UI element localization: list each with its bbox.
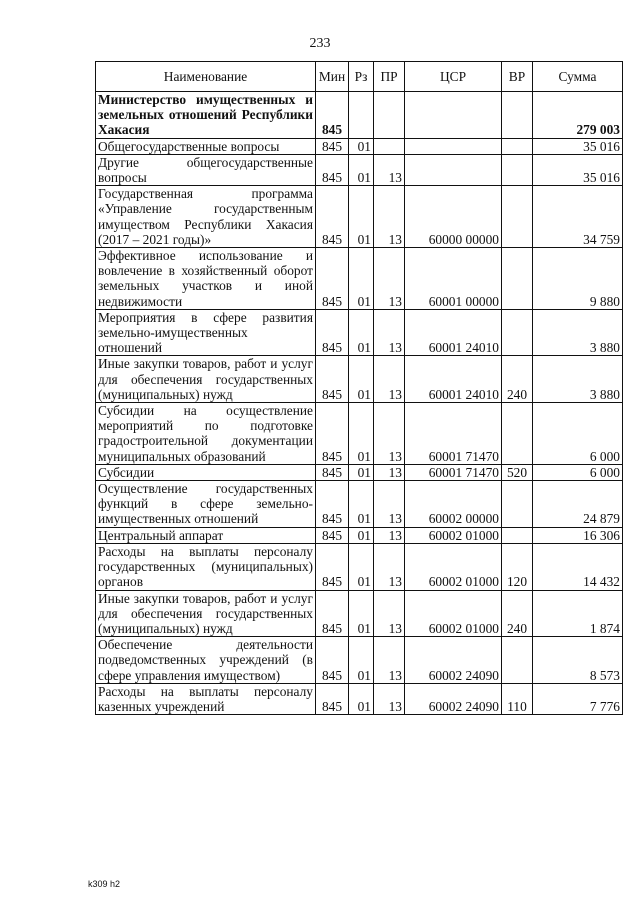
cell-name: Субсидии на осуществление мероприятий по подготовке градостроительной документации муниципальных образований [96, 403, 316, 465]
table-row [96, 186, 623, 248]
cell-name: Осуществление государственных функций в сфере земельно-имущественных отношений [96, 481, 316, 528]
cell-vr [502, 637, 533, 684]
cell-csr: 60000 00000 [405, 186, 502, 248]
cell-min: 845 [316, 637, 349, 684]
cell-vr [502, 527, 533, 543]
cell-sum: 24 879 [533, 481, 623, 528]
cell-csr [405, 92, 502, 139]
cell-rz: 01 [349, 138, 374, 154]
cell-name: Иные закупки товаров, работ и услуг для обеспечения государственных (муниципальных) нужд [96, 356, 316, 403]
cell-sum: 7 776 [533, 683, 623, 714]
cell-rz: 01 [349, 543, 374, 590]
cell-vr [502, 248, 533, 310]
cell-csr [405, 154, 502, 185]
table-header-row [96, 62, 623, 92]
cell-csr: 60002 24090 [405, 683, 502, 714]
cell-pr [374, 138, 405, 154]
cell-rz: 01 [349, 154, 374, 185]
table-row [96, 527, 623, 543]
cell-vr [502, 186, 533, 248]
cell-min: 845 [316, 186, 349, 248]
cell-rz: 01 [349, 186, 374, 248]
header-sum: Сумма [533, 62, 623, 92]
cell-min: 845 [316, 481, 349, 528]
table-row [96, 637, 623, 684]
cell-sum: 6 000 [533, 464, 623, 480]
cell-name: Министерство имущественных и земельных отношений Республики Хакасия [96, 92, 316, 139]
table-row [96, 92, 623, 139]
cell-min: 845 [316, 683, 349, 714]
cell-rz: 01 [349, 527, 374, 543]
cell-min: 845 [316, 403, 349, 465]
cell-csr: 60002 01000 [405, 527, 502, 543]
cell-name: Мероприятия в сфере развития земельно-имущественных отношений [96, 309, 316, 356]
cell-pr: 13 [374, 527, 405, 543]
cell-min: 845 [316, 527, 349, 543]
footer-code: k309 h2 [88, 879, 121, 889]
cell-rz: 01 [349, 590, 374, 637]
cell-name: Центральный аппарат [96, 527, 316, 543]
cell-sum: 279 003 [533, 92, 623, 139]
cell-pr: 13 [374, 481, 405, 528]
cell-pr: 13 [374, 356, 405, 403]
cell-sum: 9 880 [533, 248, 623, 310]
cell-pr: 13 [374, 637, 405, 684]
cell-csr: 60002 01000 [405, 543, 502, 590]
cell-vr: 520 [502, 464, 533, 480]
cell-sum: 3 880 [533, 356, 623, 403]
cell-rz: 01 [349, 403, 374, 465]
cell-rz [349, 92, 374, 139]
cell-name: Расходы на выплаты персоналу казенных учреждений [96, 683, 316, 714]
cell-sum: 14 432 [533, 543, 623, 590]
cell-min: 845 [316, 154, 349, 185]
cell-vr [502, 138, 533, 154]
table-row [96, 590, 623, 637]
cell-rz: 01 [349, 481, 374, 528]
cell-vr [502, 92, 533, 139]
table-row [96, 543, 623, 590]
cell-sum: 8 573 [533, 637, 623, 684]
cell-min: 845 [316, 590, 349, 637]
cell-sum: 35 016 [533, 154, 623, 185]
cell-vr [502, 403, 533, 465]
cell-pr: 13 [374, 590, 405, 637]
cell-csr: 60001 00000 [405, 248, 502, 310]
cell-min: 845 [316, 309, 349, 356]
cell-name: Расходы на выплаты персоналу государственных (муниципальных) органов [96, 543, 316, 590]
cell-pr: 13 [374, 309, 405, 356]
cell-rz: 01 [349, 356, 374, 403]
cell-csr: 60001 71470 [405, 403, 502, 465]
cell-sum: 16 306 [533, 527, 623, 543]
table-row [96, 154, 623, 185]
header-vr: ВР [502, 62, 533, 92]
cell-min: 845 [316, 356, 349, 403]
cell-min: 845 [316, 92, 349, 139]
table-row [96, 356, 623, 403]
cell-vr: 110 [502, 683, 533, 714]
cell-vr [502, 154, 533, 185]
cell-name: Иные закупки товаров, работ и услуг для обеспечения государственных (муниципальных) нужд [96, 590, 316, 637]
table-row [96, 683, 623, 714]
cell-sum: 6 000 [533, 403, 623, 465]
cell-csr: 60001 24010 [405, 309, 502, 356]
cell-name: Обеспечение деятельности подведомственных учреждений (в сфере управления имуществом) [96, 637, 316, 684]
cell-pr: 13 [374, 403, 405, 465]
budget-table [95, 61, 623, 715]
cell-name: Государственная программа «Управление государственным имуществом Республики Хакасия (2017 – 2021 годы)» [96, 186, 316, 248]
table-row [96, 309, 623, 356]
cell-rz: 01 [349, 309, 374, 356]
cell-name: Общегосударственные вопросы [96, 138, 316, 154]
cell-sum: 1 874 [533, 590, 623, 637]
cell-pr: 13 [374, 543, 405, 590]
cell-rz: 01 [349, 464, 374, 480]
cell-pr: 13 [374, 154, 405, 185]
cell-pr: 13 [374, 186, 405, 248]
cell-csr: 60002 00000 [405, 481, 502, 528]
cell-sum: 3 880 [533, 309, 623, 356]
cell-pr: 13 [374, 248, 405, 310]
cell-min: 845 [316, 464, 349, 480]
cell-pr: 13 [374, 464, 405, 480]
cell-min: 845 [316, 248, 349, 310]
table-row [96, 464, 623, 480]
cell-vr: 240 [502, 590, 533, 637]
cell-csr [405, 138, 502, 154]
cell-min: 845 [316, 138, 349, 154]
cell-name: Субсидии [96, 464, 316, 480]
header-rz: Рз [349, 62, 374, 92]
cell-vr: 120 [502, 543, 533, 590]
cell-name: Другие общегосударственные вопросы [96, 154, 316, 185]
cell-csr: 60002 24090 [405, 637, 502, 684]
cell-rz: 01 [349, 637, 374, 684]
cell-min: 845 [316, 543, 349, 590]
header-name: Наименование [96, 62, 316, 92]
cell-pr: 13 [374, 683, 405, 714]
page-number: 233 [309, 36, 331, 51]
cell-name: Эффективное использование и вовлечение в хозяйственный оборот земельных участков и иной недвижимости [96, 248, 316, 310]
cell-vr: 240 [502, 356, 533, 403]
cell-pr [374, 92, 405, 139]
cell-csr: 60001 24010 [405, 356, 502, 403]
cell-sum: 35 016 [533, 138, 623, 154]
header-min: Мин [316, 62, 349, 92]
table-row [96, 481, 623, 528]
cell-sum: 34 759 [533, 186, 623, 248]
cell-csr: 60002 01000 [405, 590, 502, 637]
cell-vr [502, 481, 533, 528]
table-row [96, 403, 623, 465]
table-row [96, 248, 623, 310]
cell-rz: 01 [349, 683, 374, 714]
header-pr: ПР [374, 62, 405, 92]
cell-vr [502, 309, 533, 356]
table-row [96, 138, 623, 154]
header-csr: ЦСР [405, 62, 502, 92]
cell-csr: 60001 71470 [405, 464, 502, 480]
cell-rz: 01 [349, 248, 374, 310]
